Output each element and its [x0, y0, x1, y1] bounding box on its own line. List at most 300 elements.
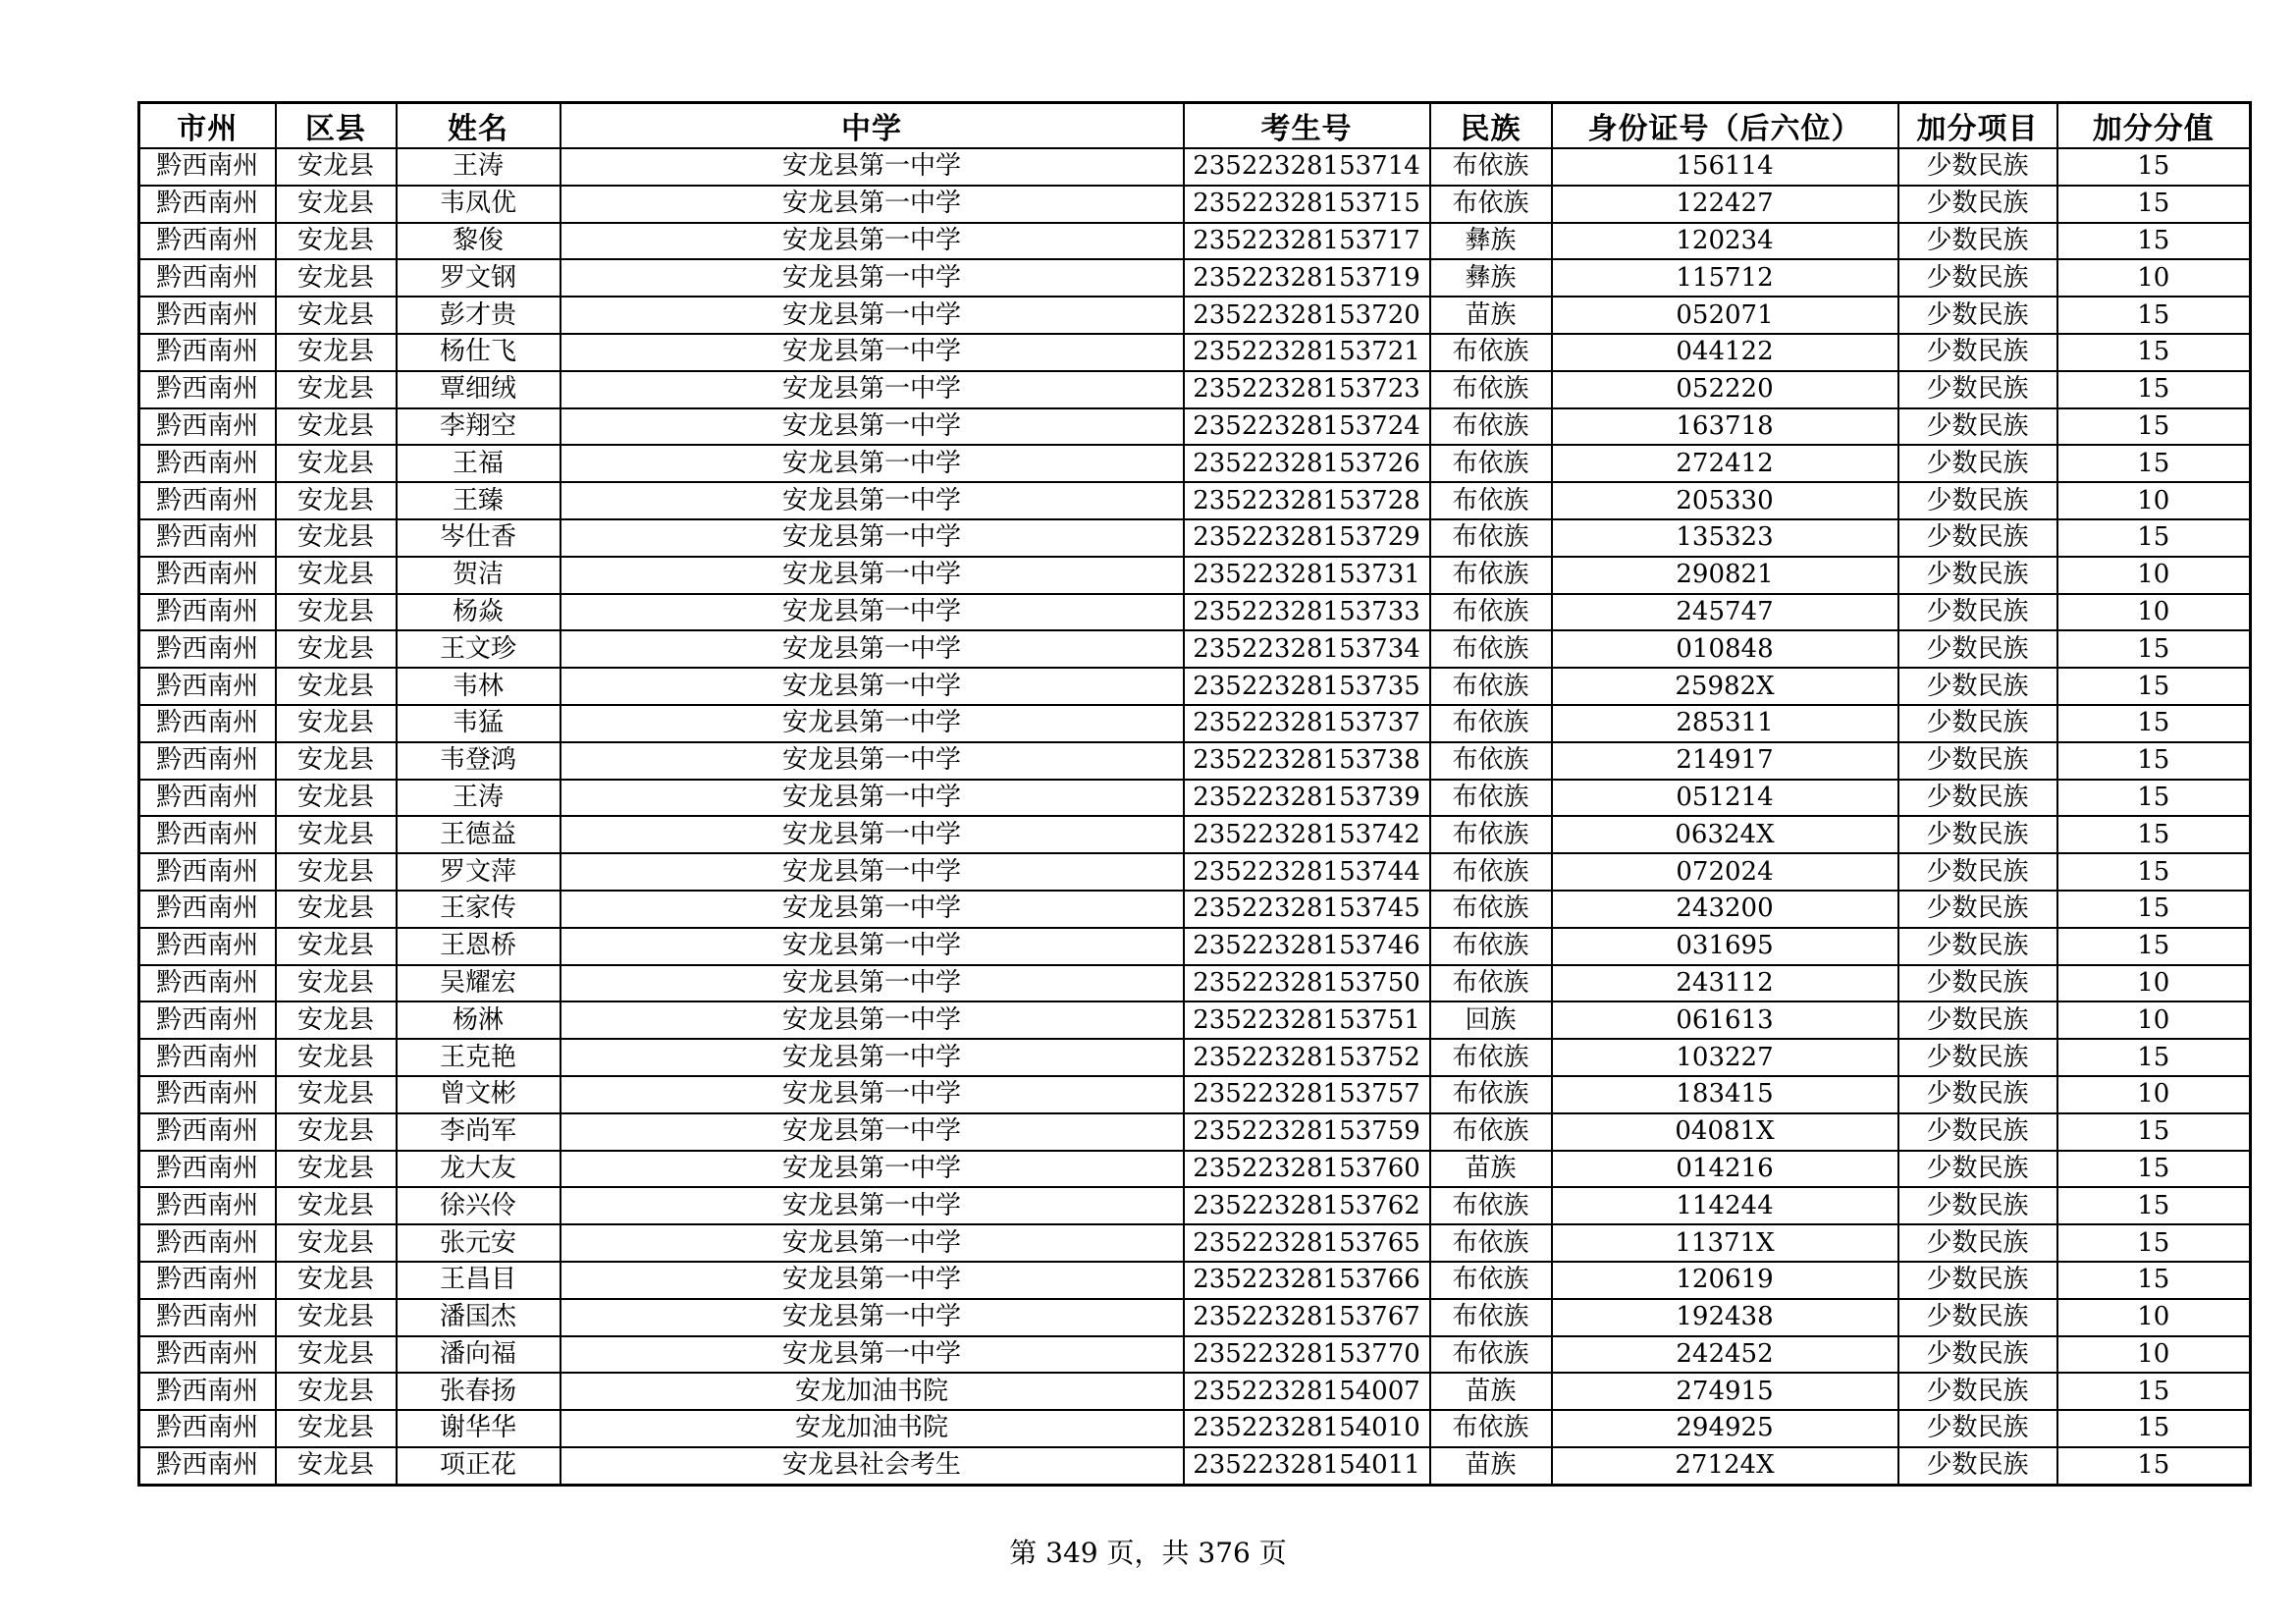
- id-last-six-cell: 06324X: [1552, 816, 1898, 853]
- ethnicity-cell: 回族: [1430, 1001, 1552, 1039]
- exam-number-cell: 23522328153752: [1184, 1039, 1430, 1076]
- id-last-six-cell: 052071: [1552, 297, 1898, 334]
- name-cell: 王家传: [397, 891, 561, 928]
- county-cell: 安龙县: [276, 1001, 397, 1039]
- ethnicity-cell: 布依族: [1430, 482, 1552, 519]
- table-row: [139, 148, 2251, 186]
- exam-number-cell: 23522328153733: [1184, 594, 1430, 631]
- ethnicity-cell: 布依族: [1430, 853, 1552, 891]
- name-cell: 罗文钢: [397, 259, 561, 297]
- exam-number-cell: 23522328153745: [1184, 891, 1430, 928]
- exam-number-cell: 23522328153731: [1184, 557, 1430, 594]
- table-row: [139, 1336, 2251, 1374]
- id-last-six-cell: 294925: [1552, 1410, 1898, 1447]
- name-cell: 谢华华: [397, 1410, 561, 1447]
- school-cell: 安龙县第一中学: [561, 259, 1184, 297]
- bonus-item-cell: 少数民族: [1898, 297, 2057, 334]
- county-cell: 安龙县: [276, 1187, 397, 1224]
- school-cell: 安龙县第一中学: [561, 1262, 1184, 1299]
- table-row: [139, 519, 2251, 557]
- exam-number-cell: 23522328153760: [1184, 1151, 1430, 1188]
- ethnicity-cell: 布依族: [1430, 965, 1552, 1002]
- city-cell: 黔西南州: [139, 668, 276, 705]
- name-cell: 彭才贵: [397, 297, 561, 334]
- header-bonus-value: 加分分值: [2057, 103, 2251, 149]
- bonus-item-cell: 少数民族: [1898, 223, 2057, 260]
- table-row: [139, 259, 2251, 297]
- ethnicity-cell: 布依族: [1430, 928, 1552, 965]
- table-row: [139, 1299, 2251, 1336]
- school-cell: 安龙县第一中学: [561, 780, 1184, 817]
- id-last-six-cell: 192438: [1552, 1299, 1898, 1336]
- city-cell: 黔西南州: [139, 1113, 276, 1151]
- bonus-item-cell: 少数民族: [1898, 1151, 2057, 1188]
- school-cell: 安龙县第一中学: [561, 519, 1184, 557]
- table-row: [139, 334, 2251, 371]
- ethnicity-cell: 布依族: [1430, 334, 1552, 371]
- bonus-value-cell: 10: [2057, 594, 2251, 631]
- table-row: [139, 1151, 2251, 1188]
- bonus-item-cell: 少数民族: [1898, 891, 2057, 928]
- county-cell: 安龙县: [276, 705, 397, 742]
- city-cell: 黔西南州: [139, 1336, 276, 1374]
- ethnicity-cell: 布依族: [1430, 1076, 1552, 1113]
- bonus-item-cell: 少数民族: [1898, 482, 2057, 519]
- name-cell: 项正花: [397, 1447, 561, 1485]
- id-last-six-cell: 072024: [1552, 853, 1898, 891]
- school-cell: 安龙县第一中学: [561, 408, 1184, 446]
- school-cell: 安龙县第一中学: [561, 1001, 1184, 1039]
- county-cell: 安龙县: [276, 186, 397, 223]
- county-cell: 安龙县: [276, 371, 397, 408]
- name-cell: 李尚军: [397, 1113, 561, 1151]
- id-last-six-cell: 014216: [1552, 1151, 1898, 1188]
- exam-number-cell: 23522328153738: [1184, 742, 1430, 780]
- county-cell: 安龙县: [276, 630, 397, 668]
- table-row: [139, 1039, 2251, 1076]
- bonus-value-cell: 15: [2057, 186, 2251, 223]
- city-cell: 黔西南州: [139, 1373, 276, 1410]
- table-row: [139, 630, 2251, 668]
- id-last-six-cell: 163718: [1552, 408, 1898, 446]
- exam-number-cell: 23522328154007: [1184, 1373, 1430, 1410]
- bonus-item-cell: 少数民族: [1898, 445, 2057, 482]
- school-cell: 安龙县第一中学: [561, 148, 1184, 186]
- bonus-value-cell: 15: [2057, 780, 2251, 817]
- bonus-item-cell: 少数民族: [1898, 780, 2057, 817]
- id-last-six-cell: 205330: [1552, 482, 1898, 519]
- bonus-value-cell: 15: [2057, 853, 2251, 891]
- ethnicity-cell: 布依族: [1430, 630, 1552, 668]
- ethnicity-cell: 彝族: [1430, 223, 1552, 260]
- school-cell: 安龙县第一中学: [561, 1076, 1184, 1113]
- exam-number-cell: 23522328154010: [1184, 1410, 1430, 1447]
- table-header-row: [139, 103, 2251, 149]
- county-cell: 安龙县: [276, 148, 397, 186]
- school-cell: 安龙县第一中学: [561, 482, 1184, 519]
- city-cell: 黔西南州: [139, 891, 276, 928]
- city-cell: 黔西南州: [139, 1410, 276, 1447]
- name-cell: 张元安: [397, 1224, 561, 1262]
- county-cell: 安龙县: [276, 1113, 397, 1151]
- county-cell: 安龙县: [276, 223, 397, 260]
- city-cell: 黔西南州: [139, 371, 276, 408]
- bonus-item-cell: 少数民族: [1898, 1447, 2057, 1485]
- county-cell: 安龙县: [276, 1336, 397, 1374]
- county-cell: 安龙县: [276, 519, 397, 557]
- school-cell: 安龙县第一中学: [561, 668, 1184, 705]
- table-row: [139, 1113, 2251, 1151]
- ethnicity-cell: 布依族: [1430, 519, 1552, 557]
- table-row: [139, 371, 2251, 408]
- header-school: 中学: [561, 103, 1184, 149]
- exam-number-cell: 23522328153770: [1184, 1336, 1430, 1374]
- city-cell: 黔西南州: [139, 148, 276, 186]
- bonus-item-cell: 少数民族: [1898, 1336, 2057, 1374]
- id-last-six-cell: 243200: [1552, 891, 1898, 928]
- county-cell: 安龙县: [276, 780, 397, 817]
- header-bonus-item: 加分项目: [1898, 103, 2057, 149]
- bonus-item-cell: 少数民族: [1898, 965, 2057, 1002]
- name-cell: 黎俊: [397, 223, 561, 260]
- ethnicity-cell: 布依族: [1430, 371, 1552, 408]
- city-cell: 黔西南州: [139, 223, 276, 260]
- page-footer: 第 349 页，共 376 页: [1009, 1537, 1287, 1569]
- name-cell: 杨仕飞: [397, 334, 561, 371]
- id-last-six-cell: 272412: [1552, 445, 1898, 482]
- id-last-six-cell: 245747: [1552, 594, 1898, 631]
- id-last-six-cell: 290821: [1552, 557, 1898, 594]
- school-cell: 安龙县第一中学: [561, 223, 1184, 260]
- ethnicity-cell: 布依族: [1430, 780, 1552, 817]
- school-cell: 安龙加油书院: [561, 1410, 1184, 1447]
- table-row: [139, 445, 2251, 482]
- ethnicity-cell: 彝族: [1430, 259, 1552, 297]
- school-cell: 安龙县第一中学: [561, 1224, 1184, 1262]
- name-cell: 张春扬: [397, 1373, 561, 1410]
- bonus-item-cell: 少数民族: [1898, 594, 2057, 631]
- bonus-value-cell: 15: [2057, 371, 2251, 408]
- school-cell: 安龙县第一中学: [561, 742, 1184, 780]
- bonus-item-cell: 少数民族: [1898, 1410, 2057, 1447]
- city-cell: 黔西南州: [139, 780, 276, 817]
- exam-number-cell: 23522328153721: [1184, 334, 1430, 371]
- school-cell: 安龙县第一中学: [561, 816, 1184, 853]
- school-cell: 安龙县第一中学: [561, 1151, 1184, 1188]
- table-row: [139, 1373, 2251, 1410]
- city-cell: 黔西南州: [139, 1076, 276, 1113]
- name-cell: 王恩桥: [397, 928, 561, 965]
- name-cell: 韦林: [397, 668, 561, 705]
- bonus-value-cell: 15: [2057, 1151, 2251, 1188]
- ethnicity-cell: 苗族: [1430, 1373, 1552, 1410]
- school-cell: 安龙县第一中学: [561, 1039, 1184, 1076]
- county-cell: 安龙县: [276, 1076, 397, 1113]
- county-cell: 安龙县: [276, 297, 397, 334]
- name-cell: 韦登鸿: [397, 742, 561, 780]
- name-cell: 贺洁: [397, 557, 561, 594]
- school-cell: 安龙县第一中学: [561, 557, 1184, 594]
- id-last-six-cell: 122427: [1552, 186, 1898, 223]
- county-cell: 安龙县: [276, 1151, 397, 1188]
- city-cell: 黔西南州: [139, 186, 276, 223]
- bonus-item-cell: 少数民族: [1898, 1187, 2057, 1224]
- city-cell: 黔西南州: [139, 1447, 276, 1485]
- table-row: [139, 186, 2251, 223]
- city-cell: 黔西南州: [139, 297, 276, 334]
- exam-number-cell: 23522328153757: [1184, 1076, 1430, 1113]
- county-cell: 安龙县: [276, 928, 397, 965]
- city-cell: 黔西南州: [139, 965, 276, 1002]
- ethnicity-cell: 苗族: [1430, 297, 1552, 334]
- id-last-six-cell: 214917: [1552, 742, 1898, 780]
- id-last-six-cell: 156114: [1552, 148, 1898, 186]
- ethnicity-cell: 布依族: [1430, 705, 1552, 742]
- table-row: [139, 482, 2251, 519]
- county-cell: 安龙县: [276, 445, 397, 482]
- bonus-item-cell: 少数民族: [1898, 668, 2057, 705]
- id-last-six-cell: 242452: [1552, 1336, 1898, 1374]
- exam-number-cell: 23522328153759: [1184, 1113, 1430, 1151]
- name-cell: 李翔空: [397, 408, 561, 446]
- school-cell: 安龙县第一中学: [561, 594, 1184, 631]
- table-row: [139, 1224, 2251, 1262]
- header-city: 市州: [139, 103, 276, 149]
- table-row: [139, 594, 2251, 631]
- table-row: [139, 1262, 2251, 1299]
- id-last-six-cell: 120234: [1552, 223, 1898, 260]
- city-cell: 黔西南州: [139, 408, 276, 446]
- city-cell: 黔西南州: [139, 1039, 276, 1076]
- ethnicity-cell: 布依族: [1430, 1299, 1552, 1336]
- ethnicity-cell: 布依族: [1430, 186, 1552, 223]
- exam-number-cell: 23522328153767: [1184, 1299, 1430, 1336]
- school-cell: 安龙县第一中学: [561, 1299, 1184, 1336]
- bonus-value-cell: 10: [2057, 1299, 2251, 1336]
- name-cell: 王涛: [397, 780, 561, 817]
- ethnicity-cell: 布依族: [1430, 148, 1552, 186]
- bonus-item-cell: 少数民族: [1898, 928, 2057, 965]
- bonus-value-cell: 15: [2057, 1373, 2251, 1410]
- header-id-last-six: 身份证号（后六位）: [1552, 103, 1898, 149]
- id-last-six-cell: 031695: [1552, 928, 1898, 965]
- id-last-six-cell: 183415: [1552, 1076, 1898, 1113]
- bonus-item-cell: 少数民族: [1898, 557, 2057, 594]
- id-last-six-cell: 010848: [1552, 630, 1898, 668]
- exam-number-cell: 23522328153724: [1184, 408, 1430, 446]
- county-cell: 安龙县: [276, 853, 397, 891]
- bonus-value-cell: 15: [2057, 891, 2251, 928]
- name-cell: 王克艳: [397, 1039, 561, 1076]
- name-cell: 韦凤优: [397, 186, 561, 223]
- bonus-value-cell: 15: [2057, 445, 2251, 482]
- city-cell: 黔西南州: [139, 705, 276, 742]
- exam-number-cell: 23522328153734: [1184, 630, 1430, 668]
- bonus-value-cell: 15: [2057, 1410, 2251, 1447]
- table-row: [139, 965, 2251, 1002]
- county-cell: 安龙县: [276, 668, 397, 705]
- school-cell: 安龙县第一中学: [561, 371, 1184, 408]
- bonus-value-cell: 10: [2057, 1076, 2251, 1113]
- bonus-item-cell: 少数民族: [1898, 742, 2057, 780]
- bonus-item-cell: 少数民族: [1898, 186, 2057, 223]
- school-cell: 安龙县第一中学: [561, 186, 1184, 223]
- school-cell: 安龙县第一中学: [561, 705, 1184, 742]
- school-cell: 安龙县社会考生: [561, 1447, 1184, 1485]
- ethnicity-cell: 布依族: [1430, 742, 1552, 780]
- id-last-six-cell: 285311: [1552, 705, 1898, 742]
- city-cell: 黔西南州: [139, 928, 276, 965]
- id-last-six-cell: 114244: [1552, 1187, 1898, 1224]
- name-cell: 王德益: [397, 816, 561, 853]
- county-cell: 安龙县: [276, 1373, 397, 1410]
- bonus-value-cell: 15: [2057, 668, 2251, 705]
- county-cell: 安龙县: [276, 1410, 397, 1447]
- county-cell: 安龙县: [276, 1299, 397, 1336]
- name-cell: 龙大友: [397, 1151, 561, 1188]
- name-cell: 覃细绒: [397, 371, 561, 408]
- school-cell: 安龙县第一中学: [561, 630, 1184, 668]
- bonus-item-cell: 少数民族: [1898, 1262, 2057, 1299]
- name-cell: 王文珍: [397, 630, 561, 668]
- name-cell: 吴耀宏: [397, 965, 561, 1002]
- table-row: [139, 1076, 2251, 1113]
- bonus-value-cell: 15: [2057, 519, 2251, 557]
- city-cell: 黔西南州: [139, 1151, 276, 1188]
- table-row: [139, 780, 2251, 817]
- exam-number-cell: 23522328153751: [1184, 1001, 1430, 1039]
- bonus-item-cell: 少数民族: [1898, 705, 2057, 742]
- name-cell: 韦猛: [397, 705, 561, 742]
- bonus-item-cell: 少数民族: [1898, 630, 2057, 668]
- city-cell: 黔西南州: [139, 816, 276, 853]
- header-county: 区县: [276, 103, 397, 149]
- city-cell: 黔西南州: [139, 445, 276, 482]
- ethnicity-cell: 布依族: [1430, 1113, 1552, 1151]
- ethnicity-cell: 苗族: [1430, 1151, 1552, 1188]
- bonus-value-cell: 15: [2057, 223, 2251, 260]
- bonus-value-cell: 10: [2057, 1001, 2251, 1039]
- bonus-value-cell: 10: [2057, 259, 2251, 297]
- name-cell: 徐兴伶: [397, 1187, 561, 1224]
- header-ethnicity: 民族: [1430, 103, 1552, 149]
- name-cell: 曾文彬: [397, 1076, 561, 1113]
- city-cell: 黔西南州: [139, 1299, 276, 1336]
- school-cell: 安龙县第一中学: [561, 334, 1184, 371]
- school-cell: 安龙加油书院: [561, 1373, 1184, 1410]
- id-last-six-cell: 27124X: [1552, 1447, 1898, 1485]
- ethnicity-cell: 布依族: [1430, 594, 1552, 631]
- bonus-item-cell: 少数民族: [1898, 1076, 2057, 1113]
- bonus-value-cell: 10: [2057, 965, 2251, 1002]
- id-last-six-cell: 103227: [1552, 1039, 1898, 1076]
- bonus-value-cell: 15: [2057, 297, 2251, 334]
- school-cell: 安龙县第一中学: [561, 965, 1184, 1002]
- county-cell: 安龙县: [276, 557, 397, 594]
- table-row: [139, 557, 2251, 594]
- exam-number-cell: 23522328153766: [1184, 1262, 1430, 1299]
- bonus-item-cell: 少数民族: [1898, 371, 2057, 408]
- table-row: [139, 1410, 2251, 1447]
- county-cell: 安龙县: [276, 1262, 397, 1299]
- bonus-item-cell: 少数民族: [1898, 408, 2057, 446]
- bonus-item-cell: 少数民族: [1898, 1113, 2057, 1151]
- bonus-item-cell: 少数民族: [1898, 148, 2057, 186]
- bonus-value-cell: 10: [2057, 482, 2251, 519]
- bonus-value-cell: 10: [2057, 557, 2251, 594]
- name-cell: 潘向福: [397, 1336, 561, 1374]
- county-cell: 安龙县: [276, 1224, 397, 1262]
- bonus-value-cell: 15: [2057, 630, 2251, 668]
- id-last-six-cell: 243112: [1552, 965, 1898, 1002]
- id-last-six-cell: 135323: [1552, 519, 1898, 557]
- bonus-item-cell: 少数民族: [1898, 1039, 2057, 1076]
- exam-number-cell: 23522328154011: [1184, 1447, 1430, 1485]
- bonus-item-cell: 少数民族: [1898, 1299, 2057, 1336]
- city-cell: 黔西南州: [139, 742, 276, 780]
- bonus-item-cell: 少数民族: [1898, 1373, 2057, 1410]
- exam-number-cell: 23522328153762: [1184, 1187, 1430, 1224]
- name-cell: 罗文萍: [397, 853, 561, 891]
- exam-number-cell: 23522328153723: [1184, 371, 1430, 408]
- ethnicity-cell: 布依族: [1430, 891, 1552, 928]
- name-cell: 王臻: [397, 482, 561, 519]
- county-cell: 安龙县: [276, 259, 397, 297]
- county-cell: 安龙县: [276, 965, 397, 1002]
- city-cell: 黔西南州: [139, 482, 276, 519]
- bonus-value-cell: 15: [2057, 408, 2251, 446]
- table-row: [139, 223, 2251, 260]
- bonus-value-cell: 15: [2057, 1187, 2251, 1224]
- exam-number-cell: 23522328153720: [1184, 297, 1430, 334]
- exam-number-cell: 23522328153765: [1184, 1224, 1430, 1262]
- bonus-value-cell: 15: [2057, 1224, 2251, 1262]
- school-cell: 安龙县第一中学: [561, 928, 1184, 965]
- school-cell: 安龙县第一中学: [561, 445, 1184, 482]
- table-row: [139, 408, 2251, 446]
- ethnicity-cell: 布依族: [1430, 668, 1552, 705]
- exam-number-cell: 23522328153728: [1184, 482, 1430, 519]
- bonus-item-cell: 少数民族: [1898, 853, 2057, 891]
- county-cell: 安龙县: [276, 891, 397, 928]
- exam-number-cell: 23522328153715: [1184, 186, 1430, 223]
- ethnicity-cell: 布依族: [1430, 445, 1552, 482]
- bonus-value-cell: 15: [2057, 1447, 2251, 1485]
- bonus-value-cell: 15: [2057, 928, 2251, 965]
- city-cell: 黔西南州: [139, 853, 276, 891]
- bonus-value-cell: 15: [2057, 1113, 2251, 1151]
- id-last-six-cell: 274915: [1552, 1373, 1898, 1410]
- exam-number-cell: 23522328153742: [1184, 816, 1430, 853]
- bonus-item-cell: 少数民族: [1898, 519, 2057, 557]
- table-row: [139, 891, 2251, 928]
- city-cell: 黔西南州: [139, 630, 276, 668]
- county-cell: 安龙县: [276, 1039, 397, 1076]
- bonus-value-cell: 15: [2057, 334, 2251, 371]
- exam-number-cell: 23522328153735: [1184, 668, 1430, 705]
- ethnicity-cell: 苗族: [1430, 1447, 1552, 1485]
- name-cell: 杨焱: [397, 594, 561, 631]
- exam-number-cell: 23522328153737: [1184, 705, 1430, 742]
- exam-number-cell: 23522328153719: [1184, 259, 1430, 297]
- bonus-value-cell: 15: [2057, 148, 2251, 186]
- name-cell: 王涛: [397, 148, 561, 186]
- table-row: [139, 742, 2251, 780]
- bonus-value-cell: 15: [2057, 1262, 2251, 1299]
- ethnicity-cell: 布依族: [1430, 816, 1552, 853]
- table-row: [139, 668, 2251, 705]
- county-cell: 安龙县: [276, 594, 397, 631]
